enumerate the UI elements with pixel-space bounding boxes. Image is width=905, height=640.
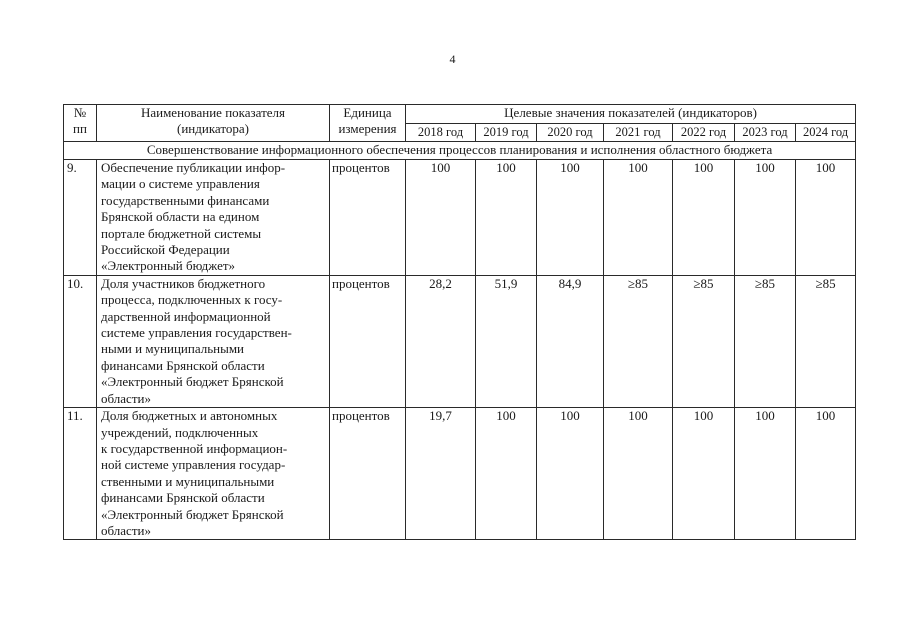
value-cell: ≥85 <box>735 275 796 407</box>
section-row <box>64 142 856 160</box>
name-header-line2: (индикатора) <box>177 121 249 137</box>
indicator-name-line: ственными и муниципальными <box>101 473 275 489</box>
value-cell: 100 <box>406 160 476 276</box>
name-header <box>97 105 330 142</box>
indicator-name-line: финансами Брянской области <box>101 357 265 373</box>
year-header: 2020 год <box>537 124 604 142</box>
row-number: 10. <box>64 275 97 407</box>
indicator-name-line: к государственной информацион- <box>101 440 288 456</box>
value-cell: 100 <box>537 408 604 540</box>
indicator-name-line: Доля бюджетных и автономных <box>101 408 278 424</box>
table-row <box>64 160 856 276</box>
targets-header: Целевые значения показателей (индикаторов) <box>406 105 856 124</box>
value-cell: 28,2 <box>406 275 476 407</box>
num-header-line2: пп <box>73 121 87 137</box>
table-row <box>64 275 856 407</box>
unit-cell: процентов <box>330 275 406 407</box>
table-row <box>64 408 856 540</box>
indicator-name-line: дарственной информационной <box>101 308 271 324</box>
indicator-name-line: государственными финансами <box>101 192 270 208</box>
value-cell: 19,7 <box>406 408 476 540</box>
year-header: 2018 год <box>406 124 476 142</box>
value-cell: 100 <box>735 160 796 276</box>
value-cell: 100 <box>673 408 735 540</box>
value-cell: 100 <box>604 408 673 540</box>
value-cell: 100 <box>735 408 796 540</box>
indicator-name <box>97 408 330 540</box>
indicator-name-line: учреждений, подключенных <box>101 424 259 440</box>
value-cell: ≥85 <box>604 275 673 407</box>
header-row <box>64 105 856 124</box>
num-header-line1: № <box>73 105 87 120</box>
indicator-name-line: финансами Брянской области <box>101 490 265 506</box>
unit-cell: процентов <box>330 160 406 276</box>
section-title: Совершенствование информационного обеспечения процессов планирования и исполнения областного бюджета <box>64 142 856 160</box>
indicator-name-line: мации о системе управления <box>101 176 260 192</box>
indicator-name-line: «Электронный бюджет Брянской <box>101 374 284 390</box>
value-cell: 100 <box>796 160 856 276</box>
value-cell: 100 <box>796 408 856 540</box>
value-cell: 100 <box>673 160 735 276</box>
year-header: 2021 год <box>604 124 673 142</box>
year-header: 2019 год <box>476 124 537 142</box>
indicator-name-line: Доля участников бюджетного <box>101 275 266 291</box>
value-cell: 100 <box>537 160 604 276</box>
indicator-name <box>97 275 330 407</box>
indicator-name-line: «Электронный бюджет Брянской <box>101 506 284 522</box>
indicator-name-line: портале бюджетной системы <box>101 225 262 241</box>
unit-cell: процентов <box>330 408 406 540</box>
year-header: 2024 год <box>796 124 856 142</box>
value-cell: ≥85 <box>673 275 735 407</box>
indicator-name-line: Брянской области на едином <box>101 209 260 225</box>
row-number: 11. <box>64 408 97 540</box>
year-header: 2022 год <box>673 124 735 142</box>
unit-header-line2: измерения <box>338 121 397 137</box>
indicators-table <box>63 104 856 540</box>
value-cell: 100 <box>476 160 537 276</box>
indicator-name-line: системе управления государствен- <box>101 325 292 341</box>
value-cell: 100 <box>476 408 537 540</box>
value-cell: 100 <box>604 160 673 276</box>
indicator-name-line: области» <box>101 522 151 538</box>
value-cell: 84,9 <box>537 275 604 407</box>
value-cell: 51,9 <box>476 275 537 407</box>
unit-header-line1: Единица <box>343 105 392 120</box>
indicator-name-line: области» <box>101 390 151 406</box>
num-header <box>64 105 97 142</box>
page-number: 4 <box>449 52 456 66</box>
value-cell: ≥85 <box>796 275 856 407</box>
indicator-name <box>97 160 330 276</box>
indicator-name-line: Обеспечение публикации инфор- <box>101 160 286 175</box>
name-header-line1: Наименование показателя <box>140 105 286 120</box>
unit-header <box>330 105 406 142</box>
indicator-name-line: процесса, подключенных к госу- <box>101 292 283 308</box>
indicator-name-line: Российской Федерации <box>101 242 230 258</box>
row-number: 9. <box>64 160 97 276</box>
indicator-name-line: ной системе управления государ- <box>101 457 286 473</box>
year-header: 2023 год <box>735 124 796 142</box>
indicator-name-line: ными и муниципальными <box>101 341 245 357</box>
indicator-name-line: «Электронный бюджет» <box>101 258 236 274</box>
